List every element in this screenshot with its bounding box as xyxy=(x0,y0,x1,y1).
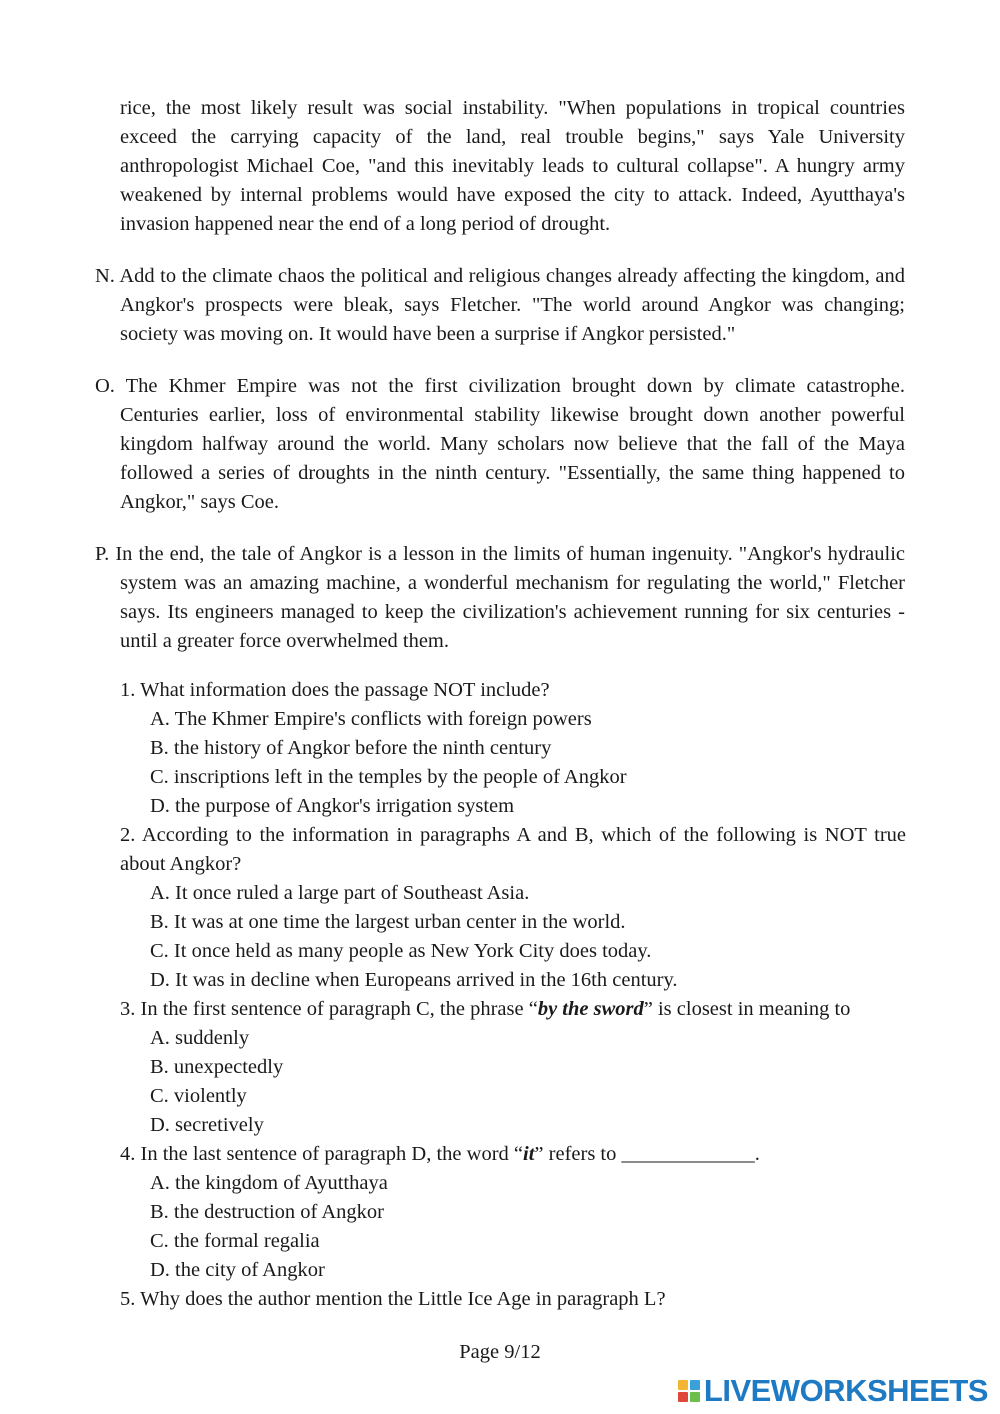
answer-option: B. the history of Angkor before the ninth century xyxy=(150,737,552,759)
question-stem xyxy=(120,995,906,1024)
question-3 xyxy=(120,995,906,1140)
answer-option: D. the city of Angkor xyxy=(150,1259,325,1281)
brand-name: LIVEWORKSHEETS xyxy=(703,1373,988,1408)
logo-tile xyxy=(678,1392,688,1402)
answer-option: C. the formal regalia xyxy=(150,1230,320,1252)
answer-option: C. violently xyxy=(150,1085,247,1107)
paragraph-n xyxy=(95,262,905,349)
stem-text: 4. In the last sentence of paragraph D, the word “ xyxy=(120,1143,524,1165)
answer-option: C. It once held as many people as New York City does today. xyxy=(150,940,652,962)
answer-option: B. the destruction of Angkor xyxy=(150,1201,385,1223)
emphasized-phrase: it xyxy=(523,1143,535,1165)
answer-option: D. the purpose of Angkor's irrigation system xyxy=(150,795,515,817)
answer-option: A. It once ruled a large part of Southeast Asia. xyxy=(150,882,530,904)
paragraph-text: N. Add to the climate chaos the political and religious changes already affecting the kingdom, and Angkor's prospects were bleak, says Fletcher. "The world around Angkor was changing; society was moving on. It would have been a surprise if Angkor persisted." xyxy=(95,265,905,345)
stem-text: 3. In the first sentence of paragraph C, the phrase “ xyxy=(120,998,538,1020)
page-number: Page 9/12 xyxy=(459,1341,541,1363)
paragraph-text: P. In the end, the tale of Angkor is a lesson in the limits of human ingenuity. "Angkor's hydraulic system was an amazing machine, a wonderful mechanism for regulating the world," Fletcher says. Its engineers managed to keep the civilization's achievement running for six centuries - until a greater force overwhelmed them. xyxy=(95,543,905,652)
paragraph-text: O. The Khmer Empire was not the first civilization brought down by climate catastrophe. Centuries earlier, loss of environmental stability likewise brought down another powerful kingdom halfway around the world. Many scholars now believe that the fall of the Maya followed a series of droughts in the ninth century. "Essentially, the same thing happened to Angkor," says Coe. xyxy=(95,375,905,513)
paragraph-m-continued xyxy=(95,94,905,239)
question-list xyxy=(120,676,906,1314)
liveworksheets-brand[interactable] xyxy=(678,1374,988,1408)
answer-option: D. secretively xyxy=(150,1114,264,1136)
answer-option: B. unexpectedly xyxy=(150,1056,284,1078)
answer-option: A. suddenly xyxy=(150,1027,250,1049)
stem-text: ” refers to _____________. xyxy=(534,1143,760,1165)
paragraph-p xyxy=(95,540,905,656)
answer-option: B. It was at one time the largest urban center in the world. xyxy=(150,911,626,933)
question-stem: 2. According to the information in paragraphs A and B, which of the following is NOT true about Angkor? xyxy=(120,824,906,875)
question-4 xyxy=(120,1140,906,1285)
logo-tile xyxy=(690,1392,700,1402)
question-1 xyxy=(120,676,906,821)
paragraph-text: rice, the most likely result was social instability. "When populations in tropical countries exceed the carrying capacity of the land, real trouble begins," says Yale University anthropologist Michael Coe, "and this inevitably leads to cultural collapse". A hungry army weakened by internal problems would have exposed the city to attack. Indeed, Ayutthaya's invasion happened near the end of a long period of drought. xyxy=(120,97,905,235)
paragraph-o xyxy=(95,372,905,517)
answer-option: D. It was in decline when Europeans arrived in the 16th century. xyxy=(150,969,678,991)
stem-text: ” is closest in meaning to xyxy=(643,998,851,1020)
question-stem: 5. Why does the author mention the Little Ice Age in paragraph L? xyxy=(120,1288,666,1310)
liveworksheets-logo-icon xyxy=(678,1380,700,1402)
answer-option: C. inscriptions left in the temples by the people of Angkor xyxy=(150,766,627,788)
question-stem: 1. What information does the passage NOT include? xyxy=(120,679,550,701)
emphasized-phrase: by the sword xyxy=(537,998,644,1020)
logo-tile xyxy=(678,1380,688,1390)
logo-tile xyxy=(690,1380,700,1390)
question-stem xyxy=(120,1140,906,1169)
answer-option: A. the kingdom of Ayutthaya xyxy=(150,1172,388,1194)
question-2 xyxy=(120,821,906,995)
answer-option: A. The Khmer Empire's conflicts with foreign powers xyxy=(150,708,592,730)
question-5 xyxy=(120,1285,906,1314)
